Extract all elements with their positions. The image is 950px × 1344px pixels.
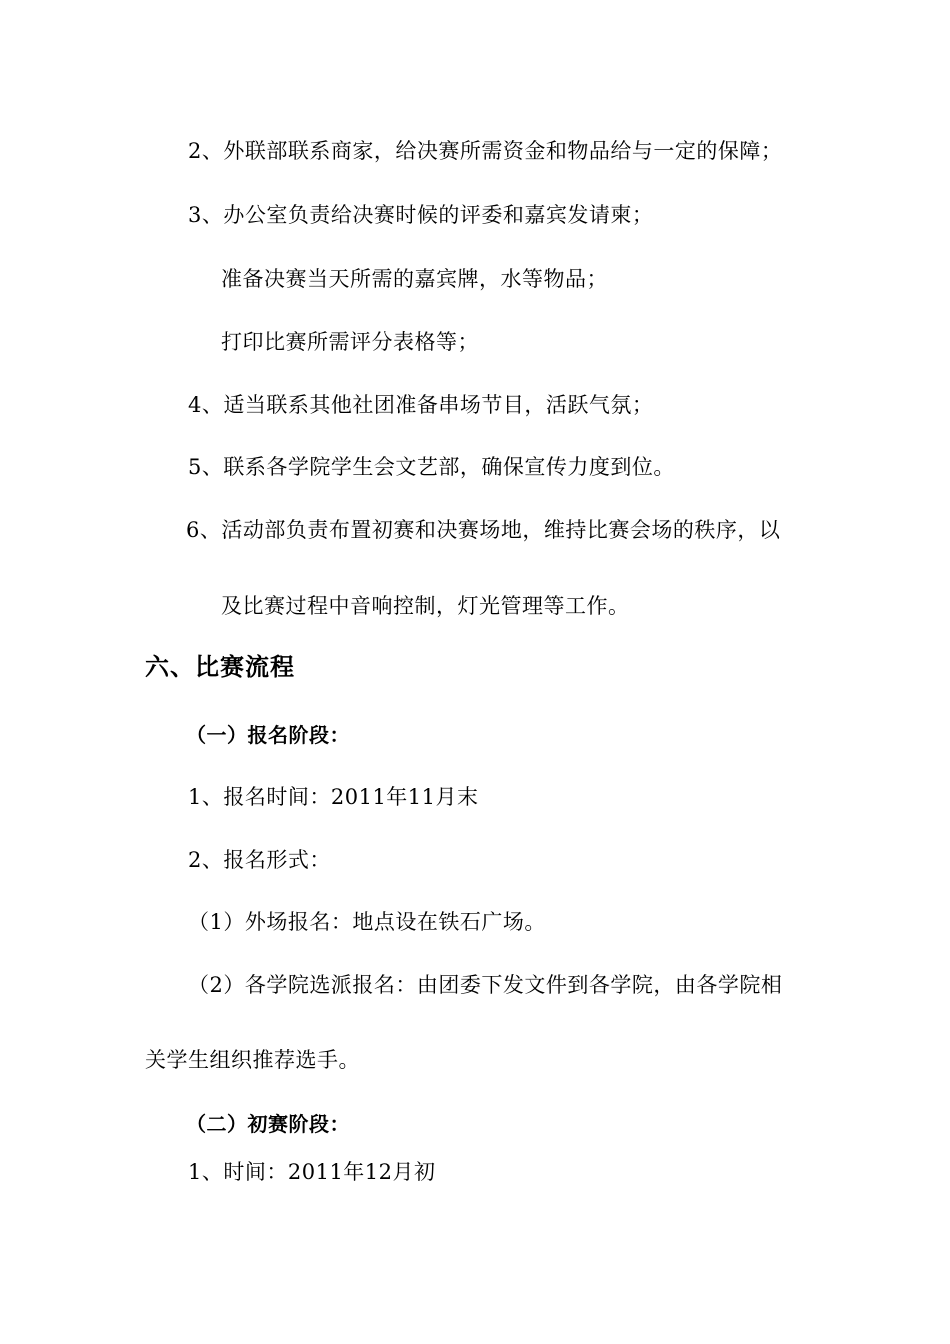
paragraph-line: 准备决赛当天所需的嘉宾牌，水等物品； [221,267,608,291]
paragraph-line: 1、时间：2011年12月初 [188,1160,436,1184]
paragraph-line: 6、活动部负责布置初赛和决赛场地，维持比赛会场的秩序，以 [186,518,781,542]
paragraph-line: 打印比赛所需评分表格等； [221,330,479,354]
subsection-heading: （二）初赛阶段： [186,1112,350,1136]
paragraph-line: 及比赛过程中音响控制，灯光管理等工作。 [221,594,630,618]
paragraph-line: 1、报名时间：2011年11月末 [188,785,479,809]
section-heading: 六、比赛流程 [145,653,295,681]
paragraph-line: 2、报名形式： [188,848,331,872]
paragraph-line: 5、联系各学院学生会文艺部，确保宣传力度到位。 [188,455,675,479]
subsection-heading: （一）报名阶段： [186,723,350,747]
paragraph-line: 3、办公室负责给决赛时候的评委和嘉宾发请柬； [188,203,654,227]
paragraph-line: 2、外联部联系商家，给决赛所需资金和物品给与一定的保障； [188,139,783,163]
paragraph-line: 关学生组织推荐选手。 [145,1048,360,1072]
paragraph-line: 4、适当联系其他社团准备串场节目，活跃气氛； [188,393,654,417]
paragraph-line: （2）各学院选派报名：由团委下发文件到各学院，由各学院相 [188,973,783,997]
paragraph-line: （1）外场报名：地点设在铁石广场。 [188,910,546,934]
